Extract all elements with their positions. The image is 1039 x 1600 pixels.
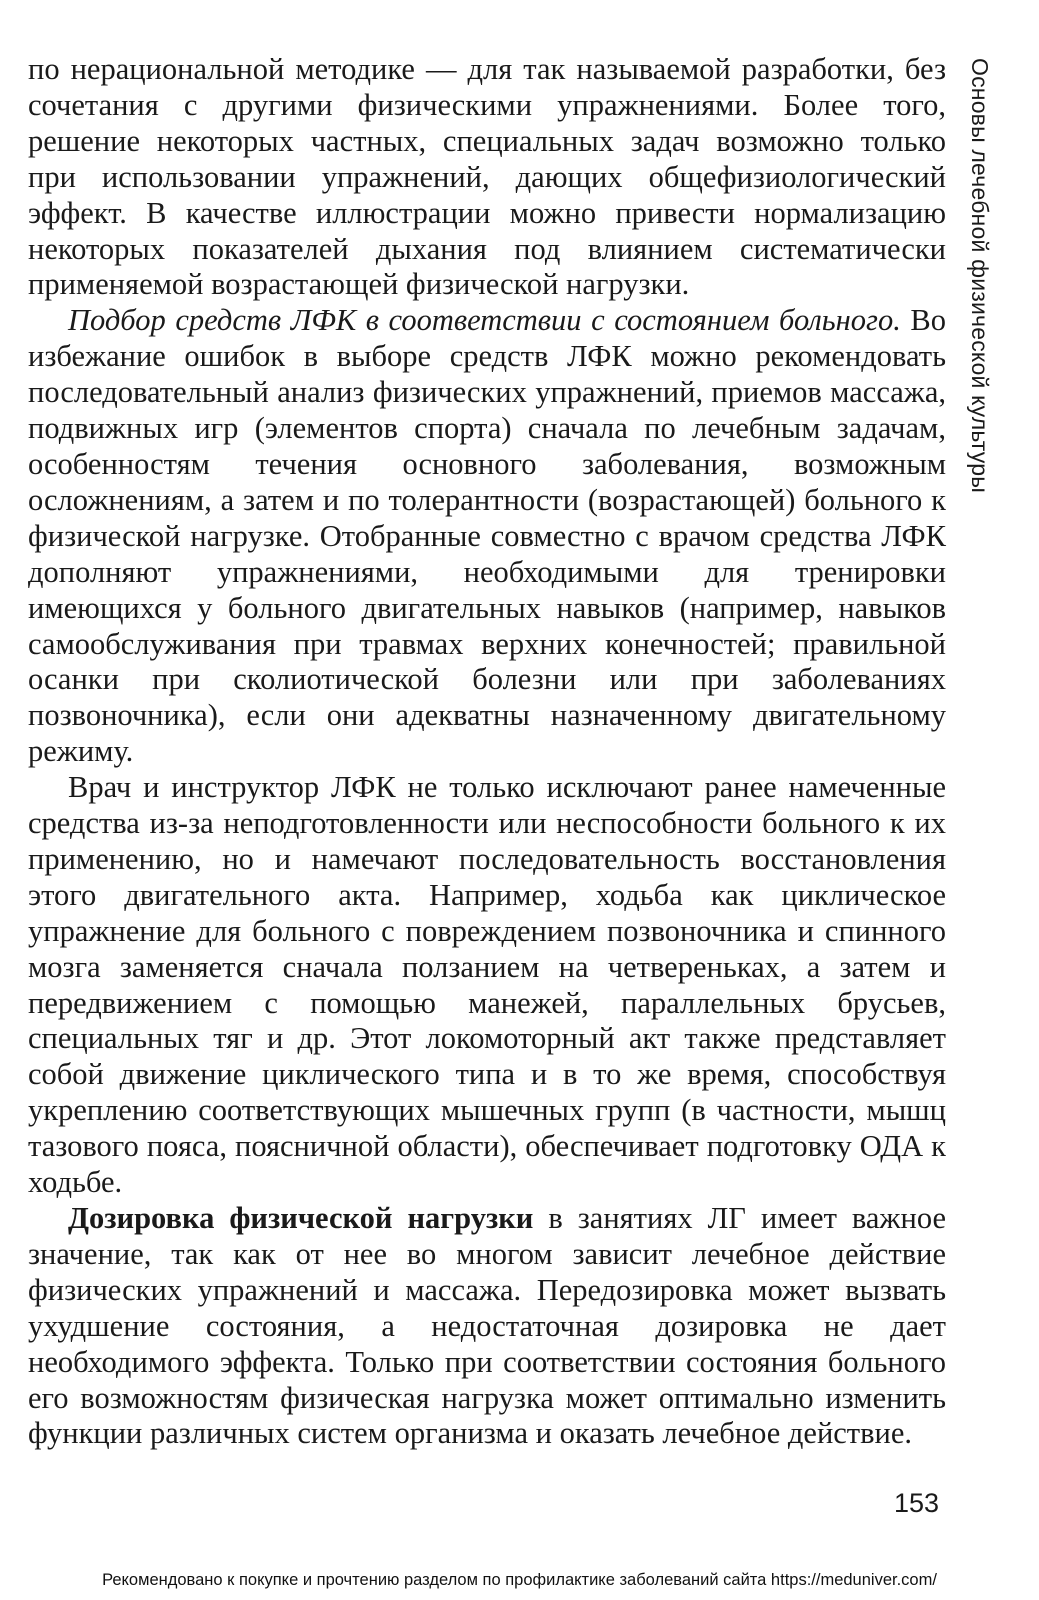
paragraph-4-heading: Дозировка физической нагрузки [68,1201,534,1235]
body-text [28,52,946,1452]
paragraph-4-text: в занятиях ЛГ имеет важное значение, так как от нее во многом зависит лечебное действие физических упражнений и массажа. Передозировка может вызвать ухудшение состояния, а недостаточная дозировка не дает необходимого эффекта. Только при соответствии состояния больного его возможностям физическая нагрузка может оптимально изменить функции различных систем организма и оказать лечебное действие. [28,1201,946,1451]
paragraph-2-heading: Подбор средств ЛФК в соответствии с состоянием больного. [68,303,901,338]
footer-recommendation: Рекомендовано к покупке и прочтению разделом по профилактике заболеваний сайта https://meduniver.com/ [102,1571,937,1589]
paragraph-1 [28,52,946,303]
paragraph-2 [28,303,946,770]
paragraph-4 [28,1201,946,1452]
page-number: 153 [894,1488,940,1518]
paragraph-1-text: по нерациональной методике — для так называемой разработки, без сочетания с другими физическими упражнениями. Более того, решение некоторых частных, специальных задач возможно только при использовании упражнений, дающих общефизиологический эффект. В качестве иллюстрации можно привести нормализацию некоторых показателей дыхания под влиянием систематически применяемой возрастающей физической нагрузки. [28,52,946,302]
paragraph-3 [28,770,946,1201]
paragraph-3-text: Врач и инструктор ЛФК не только исключают ранее намеченные средства из-за неподготовленности или неспособности больного к их применению, но и намечают последовательность восстановления этого двигательного акта. Например, ходьба как циклическое упражнение для больного с повреждением позвоночника и спинного мозга заменяется сначала ползанием на четвереньках, а затем и передвижением с помощью манежей, параллельных брусьев, специальных тяг и др. Этот локомоторный акт также представляет собой движение циклического типа и в то же время, способствуя укреплению соответствующих мышечных групп (в частности, мышц тазового пояса, поясничной области), обеспечивает подготовку ОДА к ходьбе. [28,770,946,1200]
running-head: Основы лечебной физической культуры [967,58,993,493]
paragraph-2-text: Во избежание ошибок в выборе средств ЛФК можно рекомендовать последовательный анализ физических упражнений, приемов массажа, подвижных игр (элементов спорта) сначала по лечебным задачам, особенностям течения основного заболевания, возможным осложнениям, а затем и по толерантности (возрастающей) больного к физической нагрузке. Отобранные совместно с врачом средства ЛФК дополняют упражнениями, необходимыми для тренировки имеющихся у больного двигательных навыков (например, навыков самообслуживания при травмах верхних конечностей; правильной осанки при сколиотической болезни или при заболеваниях позвоночника), если они адекватны назначенному двигательному режиму. [28,303,947,769]
